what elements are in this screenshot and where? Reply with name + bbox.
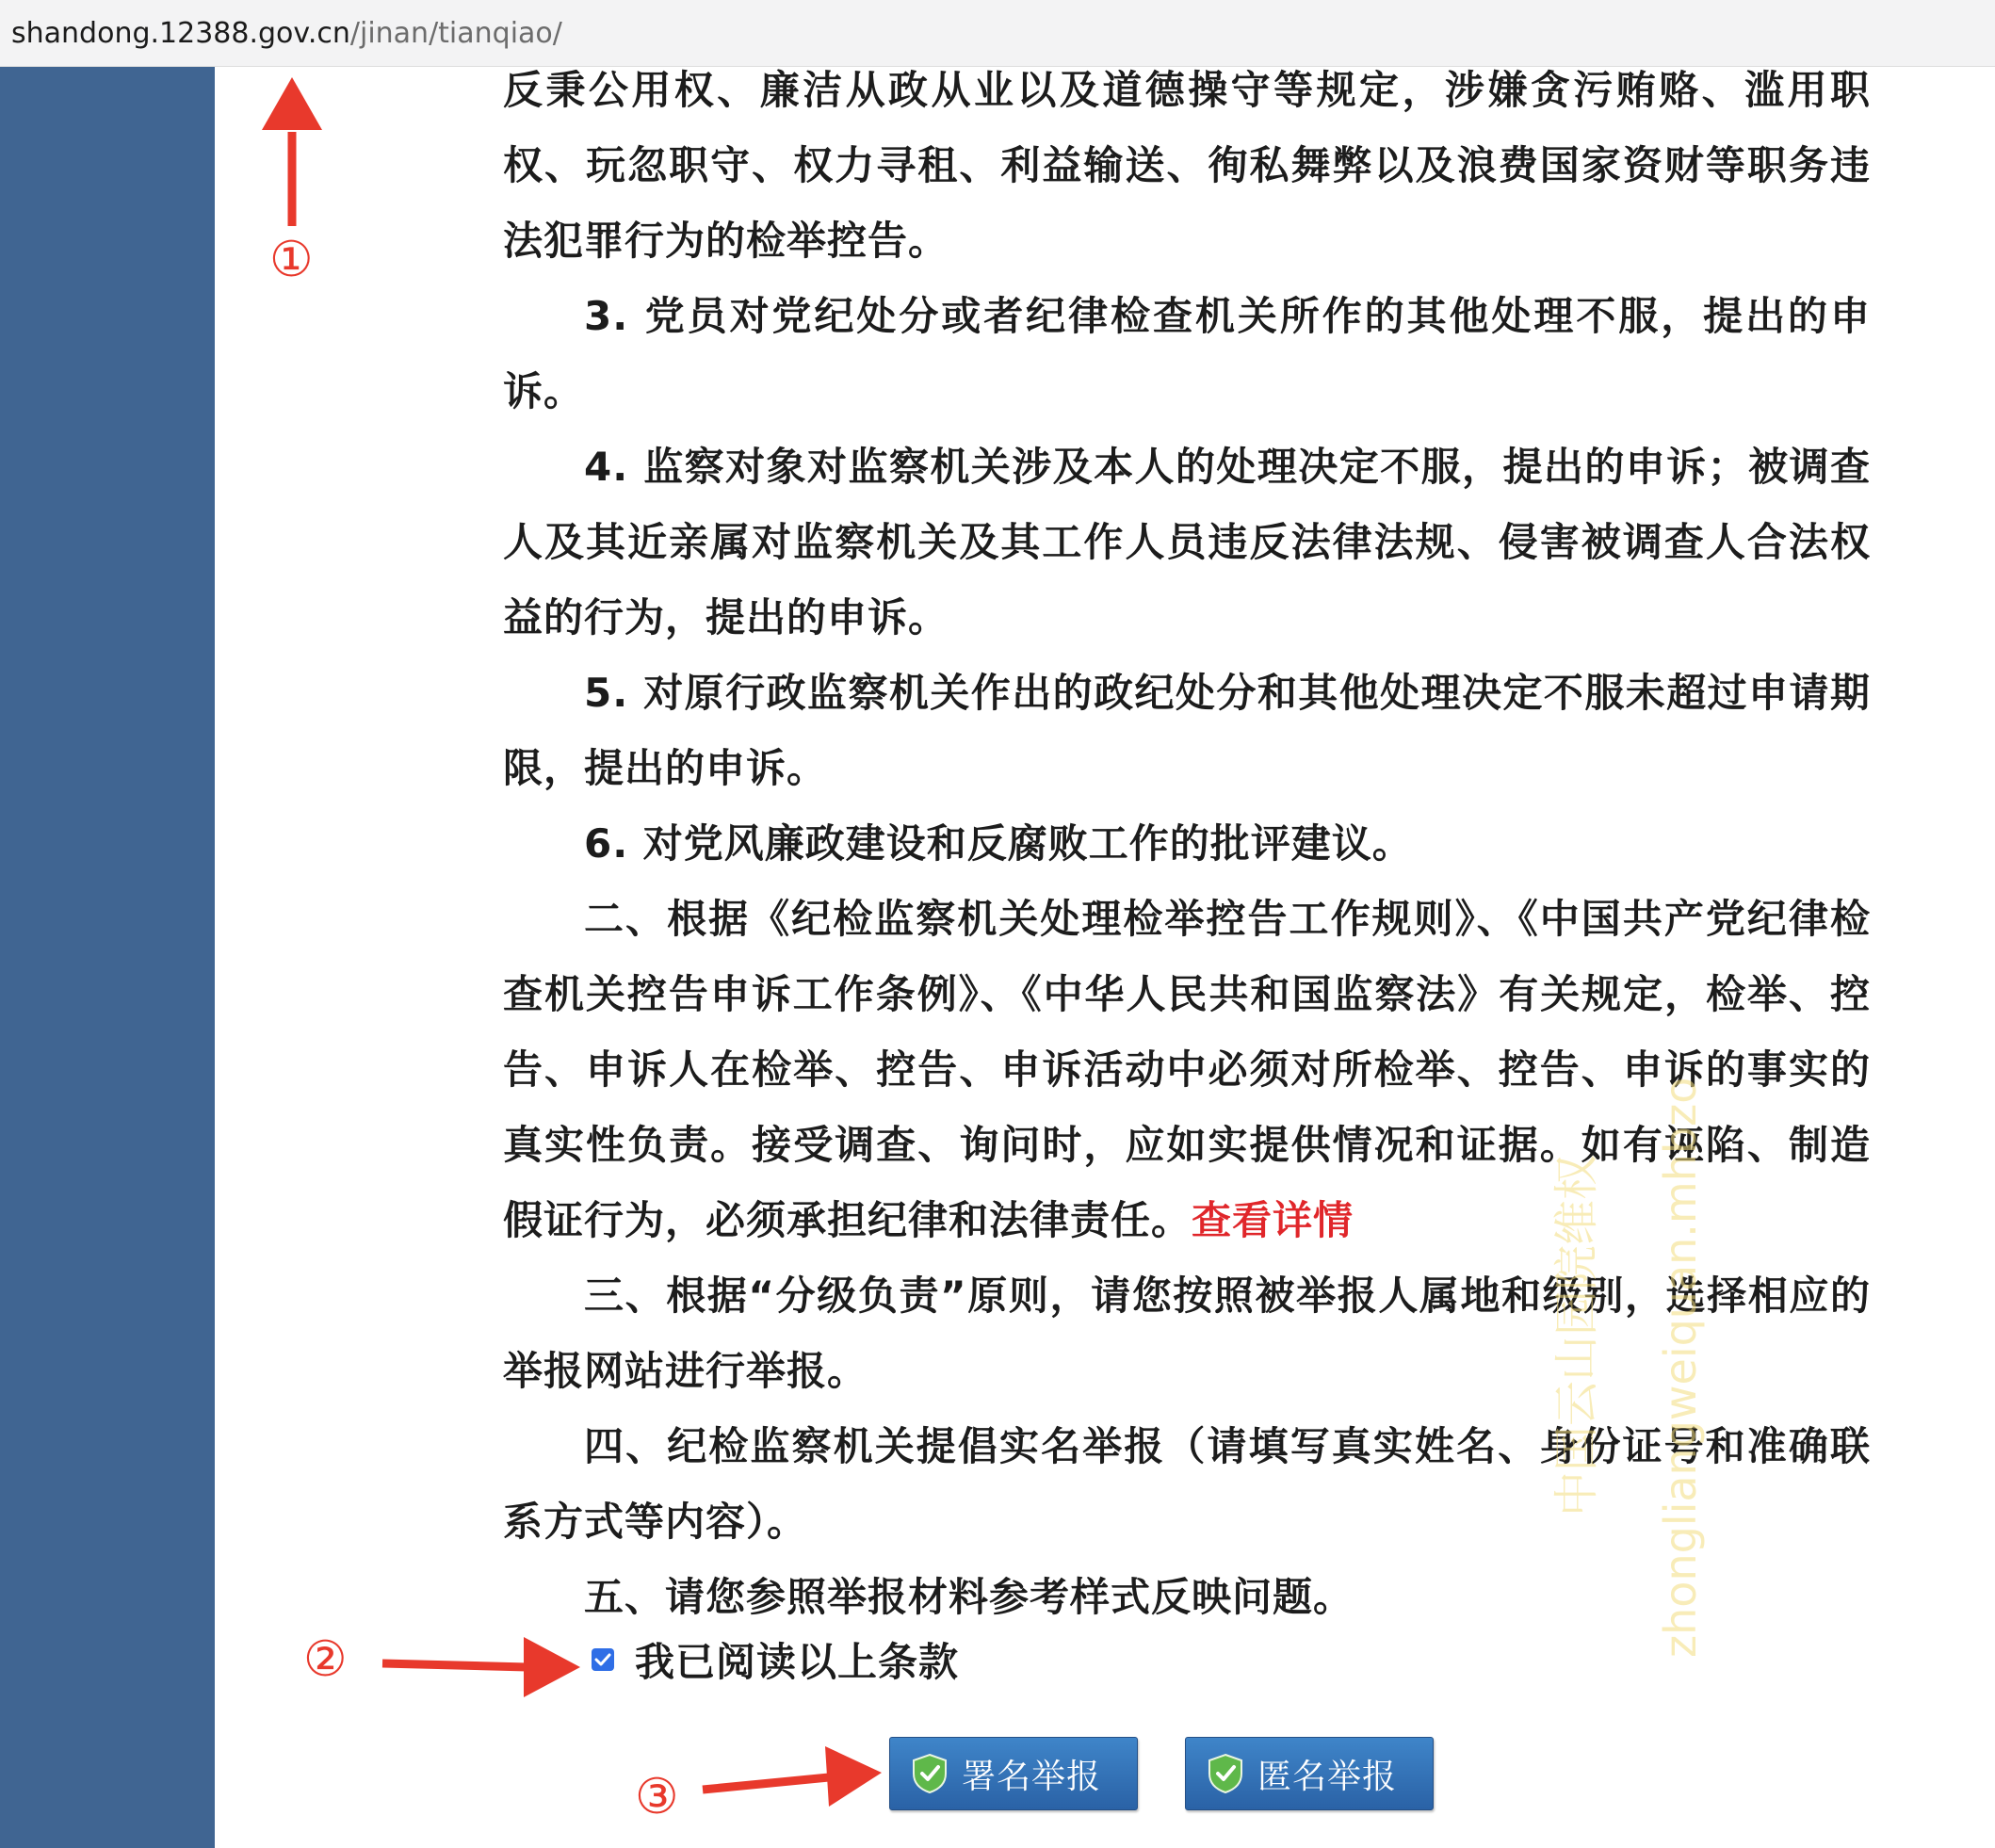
annotation-arrow-2 <box>382 1663 527 1667</box>
article-paragraph-8: 四、纪检监察机关提倡实名举报（请填写真实姓名、身份证号和准确联系方式等内容）。 <box>503 1423 1871 1545</box>
annotation-step-2: ② <box>303 1631 348 1688</box>
checkmark-icon <box>594 1652 611 1667</box>
agreement-row[interactable] <box>592 1631 959 1688</box>
article-paragraph-5: 6. 对党风廉政建设和反腐败工作的批评建议。 <box>584 820 1413 867</box>
annotation-step-1: ① <box>269 232 314 288</box>
article-paragraph-4: 5. 对原行政监察机关作出的政纪处分和其他处理决定不服未超过申请期限，提出的申诉。 <box>503 670 1871 791</box>
watermark-text-en: zhongliangweiquan.mhbzo <box>1655 1077 1706 1658</box>
article-paragraph-9: 五、请您参照举报材料参考样式反映问题。 <box>584 1574 1354 1620</box>
watermark-text-cn: 中国云山园院维权 <box>1550 1154 1603 1516</box>
annotation-arrowhead-2 <box>524 1637 580 1697</box>
anonymous-report-label: 匿名举报 <box>1257 1757 1398 1796</box>
article-paragraph-3: 4. 监察对象对监察机关涉及本人的处理决定不服，提出的申诉；被调查人及其近亲属对监察机关及其工作人员违反法律法规、侵害被调查人合法权益的行为，提出的申诉。 <box>503 444 1871 640</box>
watermark <box>1507 942 1790 1658</box>
left-sidebar <box>0 67 215 1848</box>
annotation-arrow-3 <box>703 1777 829 1790</box>
annotation-arrowhead-3 <box>825 1746 882 1807</box>
url-host: shandong.12388.gov.cn <box>11 17 350 50</box>
named-report-label: 署名举报 <box>962 1757 1102 1796</box>
agree-label[interactable]: 我已阅读以上条款 <box>635 1639 960 1685</box>
shield-check-icon <box>911 1753 949 1794</box>
agree-checkbox[interactable] <box>592 1648 614 1671</box>
annotation-arrowhead-1 <box>262 77 322 130</box>
named-report-button[interactable] <box>889 1737 1138 1810</box>
annotation-step-3: ③ <box>635 1769 679 1825</box>
article-paragraph-1: 反秉公用权、廉洁从政从业以及道德操守等规定，涉嫌贪污贿赂、滥用职权、玩忽职守、权力寻租、利益输送、徇私舞弊以及浪费国家资财等职务违法犯罪行为的检举控告。 <box>503 67 1871 264</box>
anonymous-report-button[interactable] <box>1185 1737 1434 1810</box>
article-paragraph-2: 3. 党员对党纪处分或者纪律检查机关所作的其他处理不服，提出的申诉。 <box>503 293 1871 414</box>
article-paragraph-6-text: 二、根据《纪检监察机关处理检举控告工作规则》、《中国共产党纪律检查机关控告申诉工作条例》、《中华人民共和国监察法》有关规定，检举、控告、申诉人在检举、控告、申诉活动中必须对所检举、控告、申诉的事实的真实性负责。接受调查、询问时，应如实提供情况和证据。如有诬陷、制造假证行为，必须承担纪律和法律责任。 <box>503 896 1871 1243</box>
details-link[interactable]: 查看详情 <box>1192 1197 1354 1243</box>
url-path: /jinan/tianqiao/ <box>349 17 562 50</box>
shield-check-icon <box>1207 1753 1244 1794</box>
url-text[interactable] <box>11 15 562 53</box>
article-paragraph-7: 三、根据“分级负责”原则，请您按照被举报人属地和级别，选择相应的举报网站进行举报。 <box>503 1273 1871 1394</box>
